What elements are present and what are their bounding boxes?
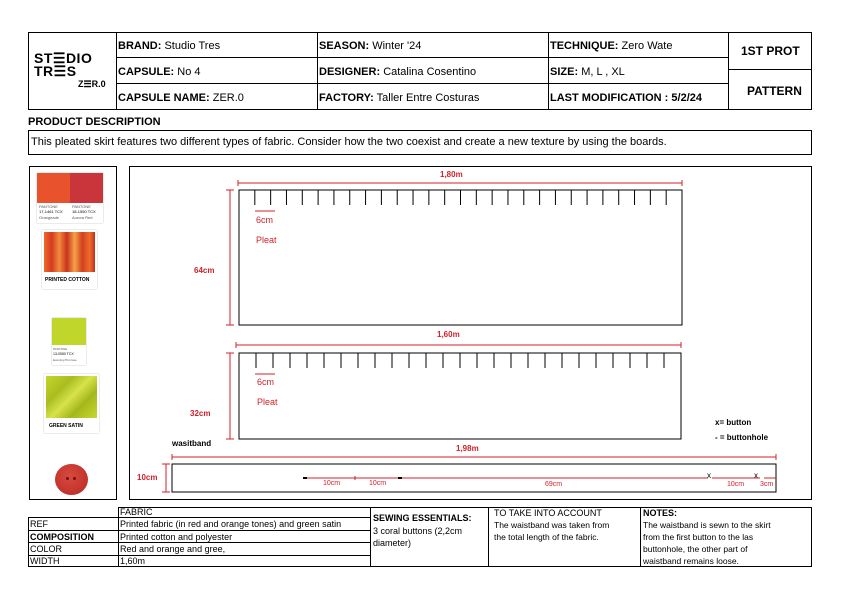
take-into-account-title: TO TAKE INTO ACCOUNT [494, 508, 602, 518]
waistband-height-label: 10cm [137, 473, 158, 482]
top-pleat-marks [255, 190, 666, 205]
designer-field: DESIGNER: Catalina Cosentino [319, 66, 477, 78]
capsule-field: CAPSULE: No 4 [118, 66, 201, 78]
size-field: SIZE: M, L , XL [550, 66, 625, 78]
factory-field: FACTORY: Taller Entre Costuras [319, 92, 480, 104]
logo-line-2: TR☰S [34, 63, 77, 79]
bottom-pleat-size-label: 6cm [257, 377, 275, 387]
bottom-width-label: 1,60m [437, 330, 460, 339]
pantone-code-2: 18-1550 TCX [72, 209, 96, 214]
sewing-essentials-line-2: diameter) [373, 538, 412, 548]
pantone-label-2: PANTONE [72, 204, 91, 209]
fabric-header: FABRIC [120, 507, 153, 517]
waistband-segment-1: 10cm [323, 480, 341, 487]
pantone-name-3: Evening Primrose [53, 358, 77, 362]
fabric-row-label: COLOR [30, 544, 63, 554]
legend-button: x= button [715, 418, 752, 427]
take-into-account-line-1: The waistband was taken from [494, 520, 610, 530]
top-skirt-panel [239, 190, 682, 325]
waistband-segment-2: 10cm [369, 480, 387, 487]
product-description-title: PRODUCT DESCRIPTION [28, 116, 161, 128]
fabric-row-value: Printed fabric (in red and orange tones) and green satin [120, 519, 342, 529]
prototype-label: 1ST PROT [741, 44, 800, 58]
logo-line-1: ST☰DIO [34, 50, 93, 66]
fabric-row-label: REF [30, 519, 48, 529]
sewing-essentials-line-1: 3 coral buttons (2,2cm [373, 526, 463, 536]
waistband-segment-4: 10cm [727, 481, 745, 488]
waistband-segment-3: 69cm [545, 481, 563, 488]
bottom-pleat-marks [256, 353, 664, 368]
pantone-label-1: PANTONE [39, 204, 58, 209]
top-width-label: 1,80m [440, 170, 463, 179]
pantone-code-3: 13-0550 TCX [53, 352, 74, 356]
green-satin-label: GREEN SATIN [49, 423, 83, 429]
bottom-pleat-label: Pleat [257, 397, 278, 407]
pantone-label-3: PANTONE [53, 347, 68, 351]
notes-line-3: buttonhole, the other part of [643, 544, 748, 554]
pantone-code-1: 17-1461 TCX [39, 209, 63, 214]
take-into-account-line-2: the total length of the fabric. [494, 532, 599, 542]
notes-line-2: from the first button to the las [643, 532, 754, 542]
season-field: SEASON: Winter '24 [319, 40, 422, 52]
waistband-width-label: 1,98m [456, 444, 479, 453]
button-mark-2: x [754, 471, 758, 480]
legend-buttonhole: - = buttonhole [715, 433, 769, 442]
printed-cotton-label: PRINTED COTTON [45, 277, 90, 283]
brand-field: BRAND: Studio Tres [118, 40, 221, 52]
top-pleat-label: Pleat [256, 235, 277, 245]
logo-line-3: Z☰R.0 [78, 79, 106, 89]
pattern-label: PATTERN [747, 84, 802, 98]
waistband-label: wasitband [172, 439, 212, 448]
technique-field: TECHNIQUE: Zero Wate [550, 40, 673, 52]
fabric-row-value: Printed cotton and polyester [120, 532, 233, 542]
top-pleat-size-label: 6cm [256, 215, 274, 225]
waistband-segment-5: 3cm [760, 481, 774, 488]
capsule-name-field: CAPSULE NAME: ZER.0 [118, 92, 244, 104]
fabric-row-value: Red and orange and gree, [120, 544, 226, 554]
pantone-name-2: Aurora Red [72, 215, 93, 220]
top-height-label: 64cm [194, 266, 215, 275]
fabric-row-label: WIDTH [30, 556, 60, 566]
fabric-row-value: 1,60m [120, 556, 146, 566]
last-modification-field: LAST MODIFICATION : 5/2/24 [550, 92, 702, 104]
product-description-text: This pleated skirt features two different types of fabric. Consider how the two coexist and create a new texture by using the boards. [31, 136, 667, 148]
notes-line-4: waistband remains loose. [643, 556, 739, 566]
sewing-essentials-title: SEWING ESSENTIALS: [373, 513, 472, 523]
notes-title: NOTES: [643, 508, 678, 518]
button-mark-1: x [707, 471, 711, 480]
fabric-row-label: COMPOSITION [30, 532, 95, 542]
bottom-height-label: 32cm [190, 409, 211, 418]
notes-line-1: The waistband is sewn to the skirt [643, 520, 771, 530]
pantone-name-1: Orangeade [39, 215, 60, 220]
